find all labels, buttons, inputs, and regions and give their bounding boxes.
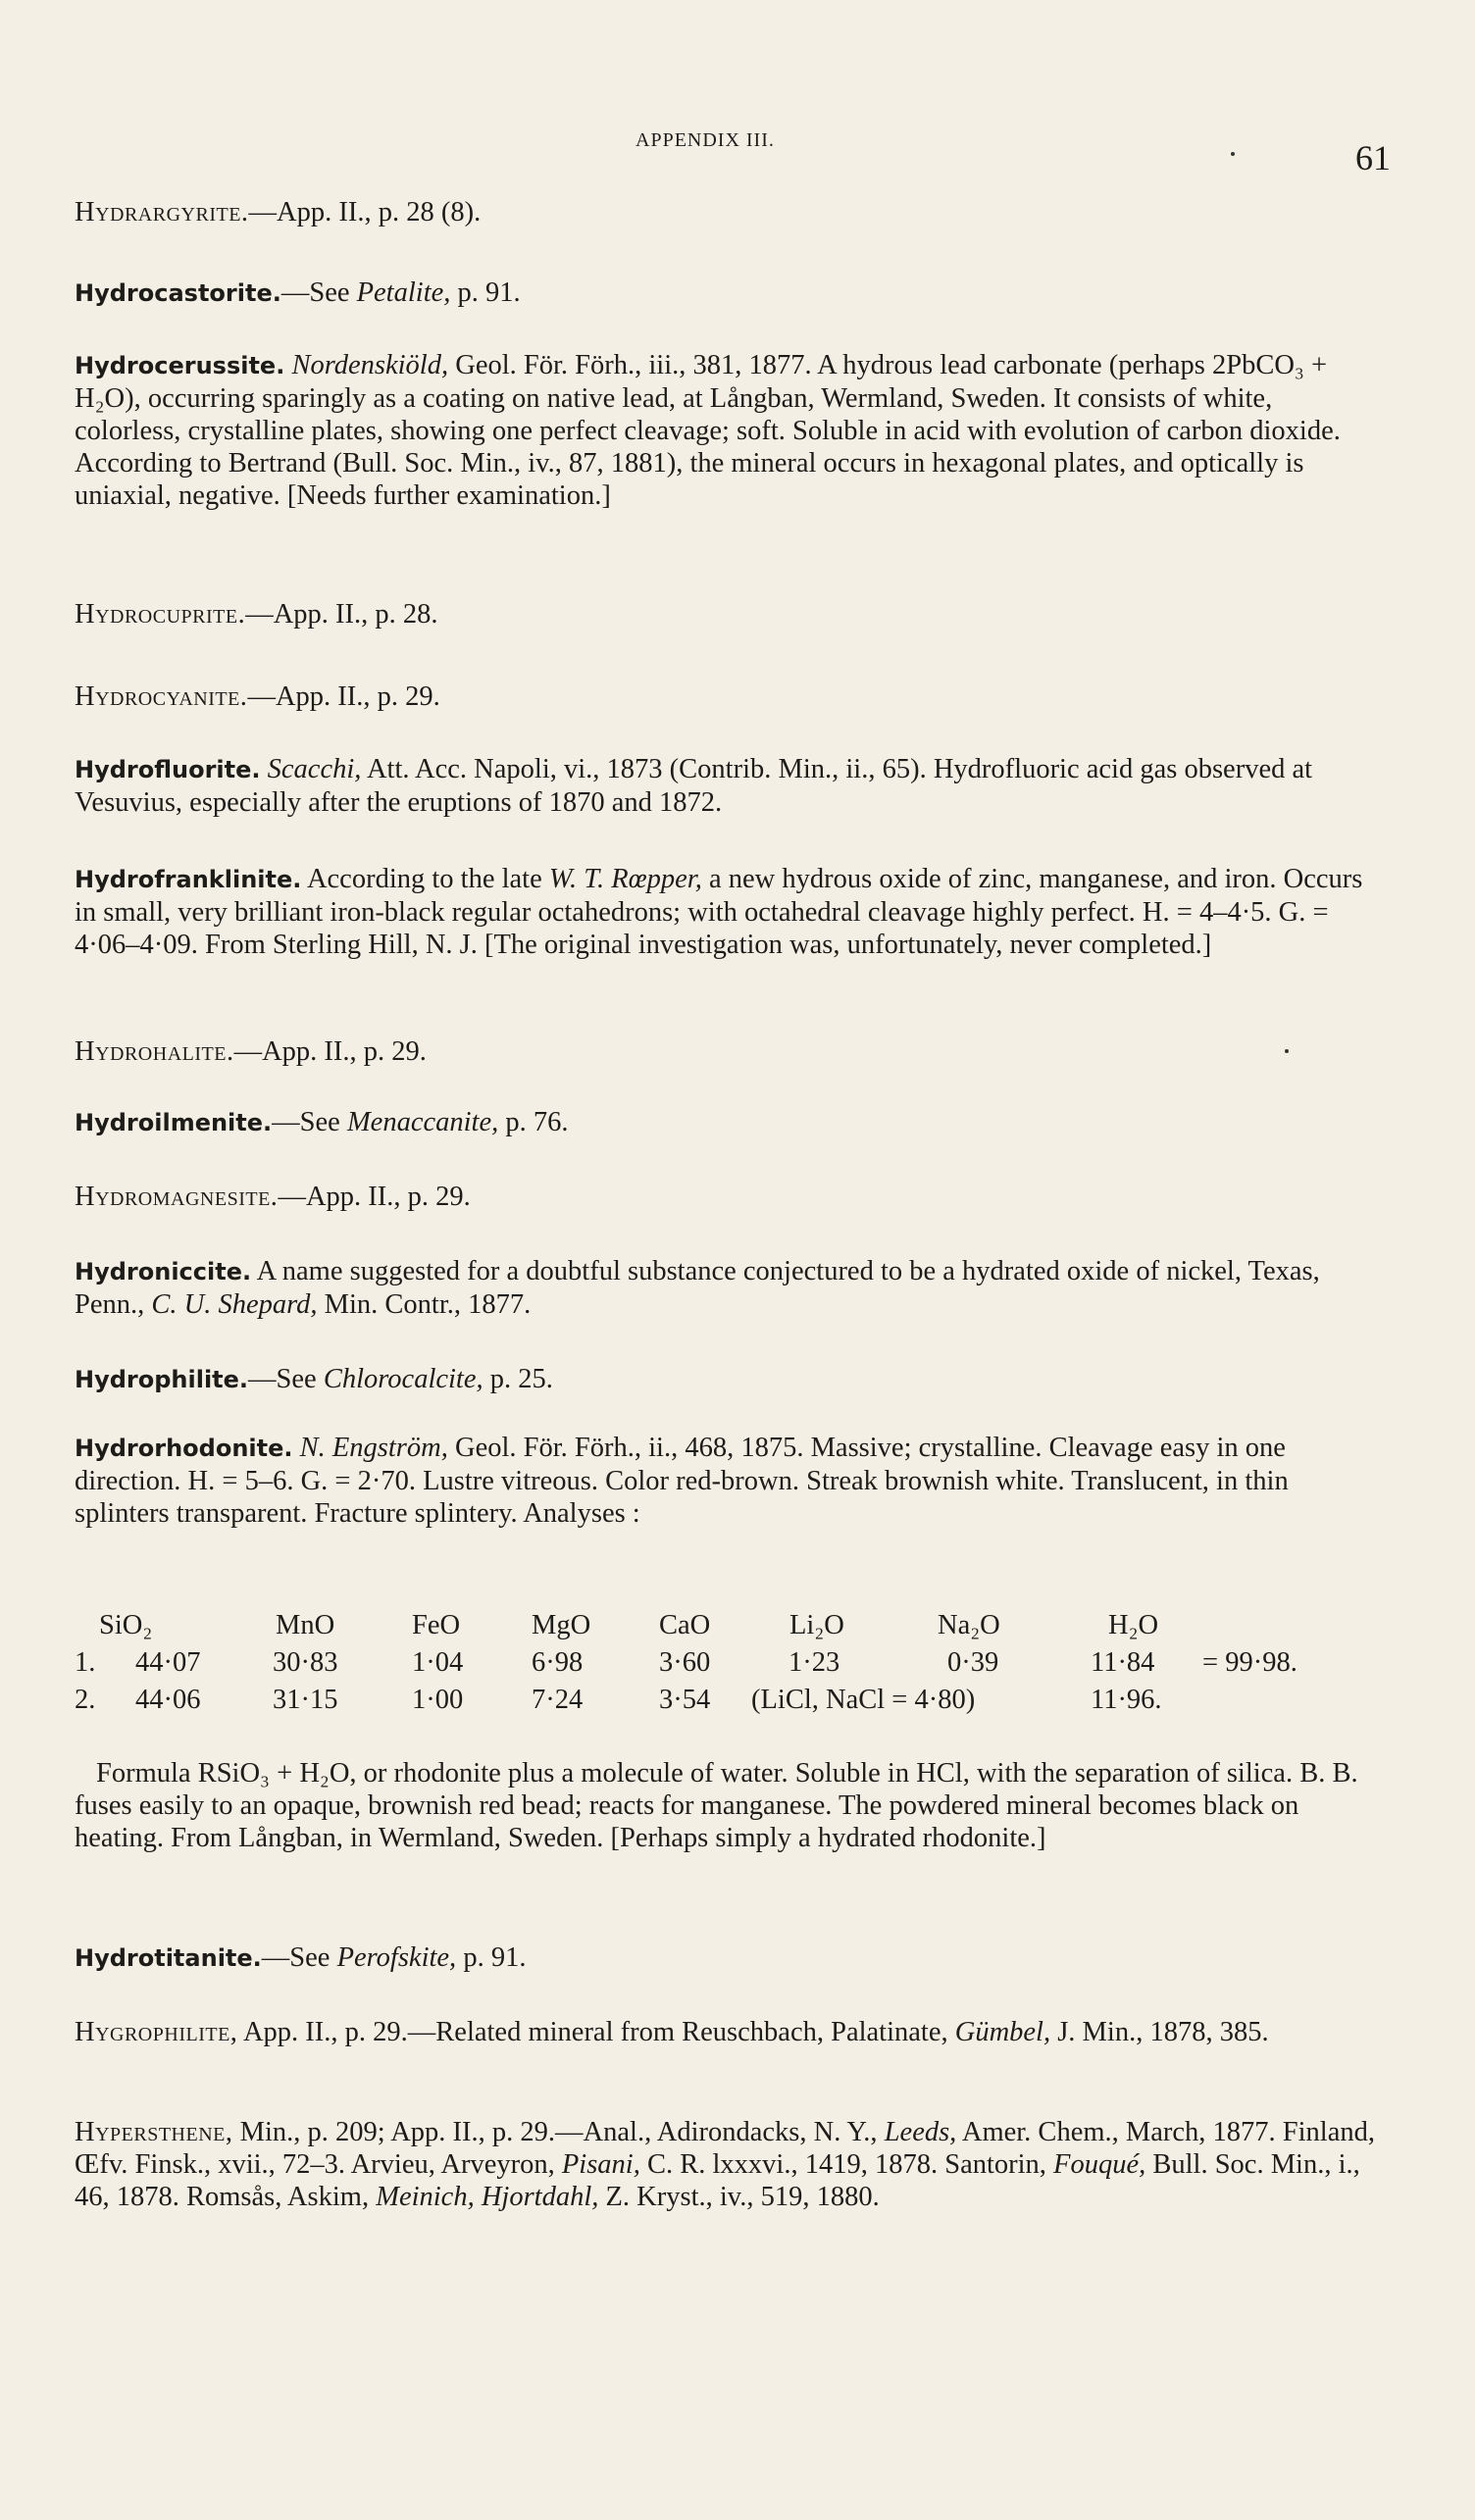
entry-headword: Hydrohalite. [75,1036,234,1067]
dictionary-entry [75,2116,1385,2213]
entry-paragraph [75,1181,1385,1213]
entry-paragraph [75,2016,1385,2048]
dictionary-entry [75,349,1385,512]
entry-text: Bull. Soc. Min., i., 46, 1878. Romsås, Askim, [75,2149,1360,2212]
entry-paragraph [75,1255,1385,1321]
page-number: 61 [1355,138,1391,177]
entry-headword: Hydrofluorite. [75,756,261,783]
col-header-feo: FeO [412,1610,461,1640]
entry-text: Z. Kryst., iv., 519, 1880. [598,2182,880,2212]
entry-paragraph [75,277,1385,310]
cell: 3·54 [659,1685,711,1715]
entry-headword: Hygrophilite, [75,2017,238,2047]
entry-text: J. Min., 1878, 385. [1050,2017,1269,2047]
entry-text: Geol. För. Förh., ii., 468, 1875. Massive; crystalline. Cleavage easy in one direction. H. = 5–6. G. = 2·70. Lustre vitreous. Color red-brown. Streak brownish white. Translucent, in thin splinters transparent. Fracture splintery. Analyses : [75,1433,1289,1529]
entry-paragraph [75,1757,1385,1854]
analysis-table [75,1610,1389,1722]
entry-text: Min. Contr., 1877. [317,1289,532,1320]
entry-text: —See [272,1107,347,1137]
dictionary-entry [75,1941,1385,1975]
entry-paragraph [75,1106,1385,1139]
cell: 3·60 [659,1647,711,1678]
entry-text: —App. II., p. 29. [247,681,440,712]
entry-text: a new hydrous oxide of zinc, manganese, and iron. Occurs in small, very brilliant iron-black regular octahedrons; with octahedral cleavage highly perfect. H. = 4–4·5. G. = 4·06–4·09. From Sterling Hill, N. J. [The original investigation was, unfortunately, never completed.] [75,864,1363,960]
col-header-li2o: Li₂O [789,1610,844,1640]
entry-paragraph [75,1035,1385,1068]
entry-paragraph [75,598,1385,630]
entry-paragraph [75,753,1385,819]
cell: 0·39 [947,1647,999,1678]
entry-headword: Hydrotitanite. [75,1944,262,1972]
citation-author: W. T. Rœpper, [548,864,702,894]
entry-text: —See [280,277,357,308]
entry-text: App. II., p. 29.—Related mineral from Reuschbach, Palatinate, [237,2017,955,2047]
entry-text: —App. II., p. 29. [233,1036,427,1067]
entry-headword: Hydromagnesite. [75,1182,279,1212]
entry-headword: Hydrocyanite. [75,681,248,712]
row-total: = 99·98. [1202,1647,1297,1678]
entry-paragraph [75,1363,1385,1396]
entry-headword: Hydrocerussite. [75,352,285,379]
entry-text: A name suggested for a doubtful substance conjectured to be a hydrated oxide of nickel, Texas, Penn., [75,1256,1320,1320]
entry-paragraph [75,2116,1385,2213]
dictionary-entry [75,680,1385,713]
entry-text: p. 76. [498,1107,569,1137]
cell: 44·07 [135,1647,201,1678]
dictionary-entry [75,1363,1385,1396]
cell: 11·96. [1091,1685,1162,1715]
entry-text: Geol. För. Förh., iii., 381, 1877. A hydrous lead carbonate (perhaps 2PbCO₃ + H₂O), occurring sparingly as a coating on native lead, at Långban, Wermland, Sweden. It consists of white, colorless, crystalline plates, showing one perfect cleavage; soft. Soluble in acid with evolution of carbon dioxide. According to Bertrand (Bull. Soc. Min., iv., 87, 1881), the mineral occurs in hexagonal plates, and optically is uniaxial, negative. [Needs further examination.] [75,350,1341,511]
entry-text: p. 91. [456,1942,527,1973]
cell: 1·04 [412,1647,464,1678]
citation-author: Chlorocalcite, [323,1364,483,1394]
citation-author: C. U. Shepard, [151,1289,318,1320]
col-header-sio2: SiO₂ [99,1610,153,1640]
cell: 6·98 [532,1647,584,1678]
entry-headword: Hydrorhodonite. [75,1435,293,1462]
col-header-h2o: H₂O [1108,1610,1159,1640]
citation-author: Meinich, Hjortdahl, [376,2182,599,2212]
entry-text: —App. II., p. 29. [278,1182,471,1212]
dictionary-entry [75,1432,1385,1530]
dictionary-entry [75,1106,1385,1139]
entry-headword: Hydrofranklinite. [75,866,302,893]
col-header-cao: CaO [659,1610,711,1640]
entry-headword: Hydroilmenite. [75,1109,273,1136]
row-number: 2. [75,1685,96,1715]
entry-headword: Hydrophilite. [75,1366,249,1393]
citation-author: Fouqué, [1053,2149,1146,2180]
analysis-row-2 [75,1685,1389,1722]
col-header-mno: MnO [276,1610,335,1640]
dictionary-entry [75,277,1385,310]
entry-text: p. 25. [483,1364,553,1394]
entry-text: Formula RSiO₃ + H₂O, or rhodonite plus a molecule of water. Soluble in HCl, with the separation of silica. B. B. fuses easily to an opaque, brownish red bead; reacts for manganese. The powdered mineral becomes black on heating. From Långban, in Wermland, Sweden. [Perhaps simply a hydrated rhodonite.] [75,1758,1358,1853]
cell: 1·00 [412,1685,464,1715]
entry-text [261,754,268,784]
entry-headword: Hydroniccite. [75,1258,252,1285]
entry-paragraph [75,196,1385,228]
cell: 44·06 [135,1685,201,1715]
entry-text: Min., p. 209; App. II., p. 29.—Anal., Adirondacks, N. Y., [232,2117,885,2147]
entry-headword: Hydrargyrite. [75,197,249,227]
dictionary-entry [75,598,1385,630]
citation-author: Gümbel, [954,2017,1051,2047]
print-speck [1231,152,1235,156]
citation-author: Pisani, [561,2149,640,2180]
entry-paragraph [75,1941,1385,1975]
entry-headword: Hypersthene, [75,2117,233,2147]
citation-author: Nordenskiöld, [291,350,449,380]
dictionary-entry [75,2016,1385,2048]
dictionary-entry [75,1255,1385,1321]
citation-author: Leeds, [884,2117,957,2147]
citation-author: N. Engström, [299,1433,448,1463]
dictionary-entry [75,1181,1385,1213]
entry-paragraph [75,863,1385,961]
dictionary-entry [75,1035,1385,1068]
entry-paragraph [75,349,1385,512]
col-header-na2o: Na₂O [938,1610,1000,1640]
running-title: APPENDIX III. [636,129,775,151]
entry-paragraph [75,680,1385,713]
entry-text [293,1433,300,1463]
citation-author: Petalite, [356,277,451,308]
dictionary-entry [75,196,1385,228]
dictionary-entry [75,863,1385,961]
print-speck [1285,1049,1289,1053]
cell: 7·24 [532,1685,584,1715]
entry-headword: Hydrocastorite. [75,279,281,307]
entry-text: —App. II., p. 28 (8). [248,197,482,227]
cell: (LiCl, NaCl = 4·80) [751,1685,976,1715]
entry-text: C. R. lxxxvi., 1419, 1878. Santorin, [639,2149,1054,2180]
col-header-mgo: MgO [532,1610,591,1640]
entry-paragraph [75,1432,1385,1530]
entry-text: p. 91. [450,277,521,308]
entry-text: —See [261,1942,337,1973]
analysis-row-1 [75,1647,1389,1685]
cell: 30·83 [273,1647,338,1678]
cell: 31·15 [273,1685,338,1715]
cell: 11·84 [1091,1647,1155,1678]
entry-headword: Hydrocuprite. [75,599,246,630]
row-number: 1. [75,1647,96,1678]
citation-author: Perofskite, [336,1942,457,1973]
entry-text: According to the late [301,864,549,894]
dictionary-entry [75,753,1385,819]
entry-text: Amer. Chem., March, 1877. Finland, Œfv. Finsk., xvii., 72–3. Arvieu, Arveyron, [75,2117,1375,2180]
analysis-table-header [75,1610,1389,1647]
dictionary-entry [75,1757,1385,1854]
entry-text: Att. Acc. Napoli, vi., 1873 (Contrib. Min., ii., 65). Hydrofluoric acid gas observed at Vesuvius, especially after the eruptions of 1870 and 1872. [75,754,1313,818]
citation-author: Scacchi, [267,754,362,784]
citation-author: Menaccanite, [346,1107,499,1137]
entry-text: —See [248,1364,324,1394]
cell: 1·23 [788,1647,840,1678]
entry-text: —App. II., p. 28. [245,599,438,630]
